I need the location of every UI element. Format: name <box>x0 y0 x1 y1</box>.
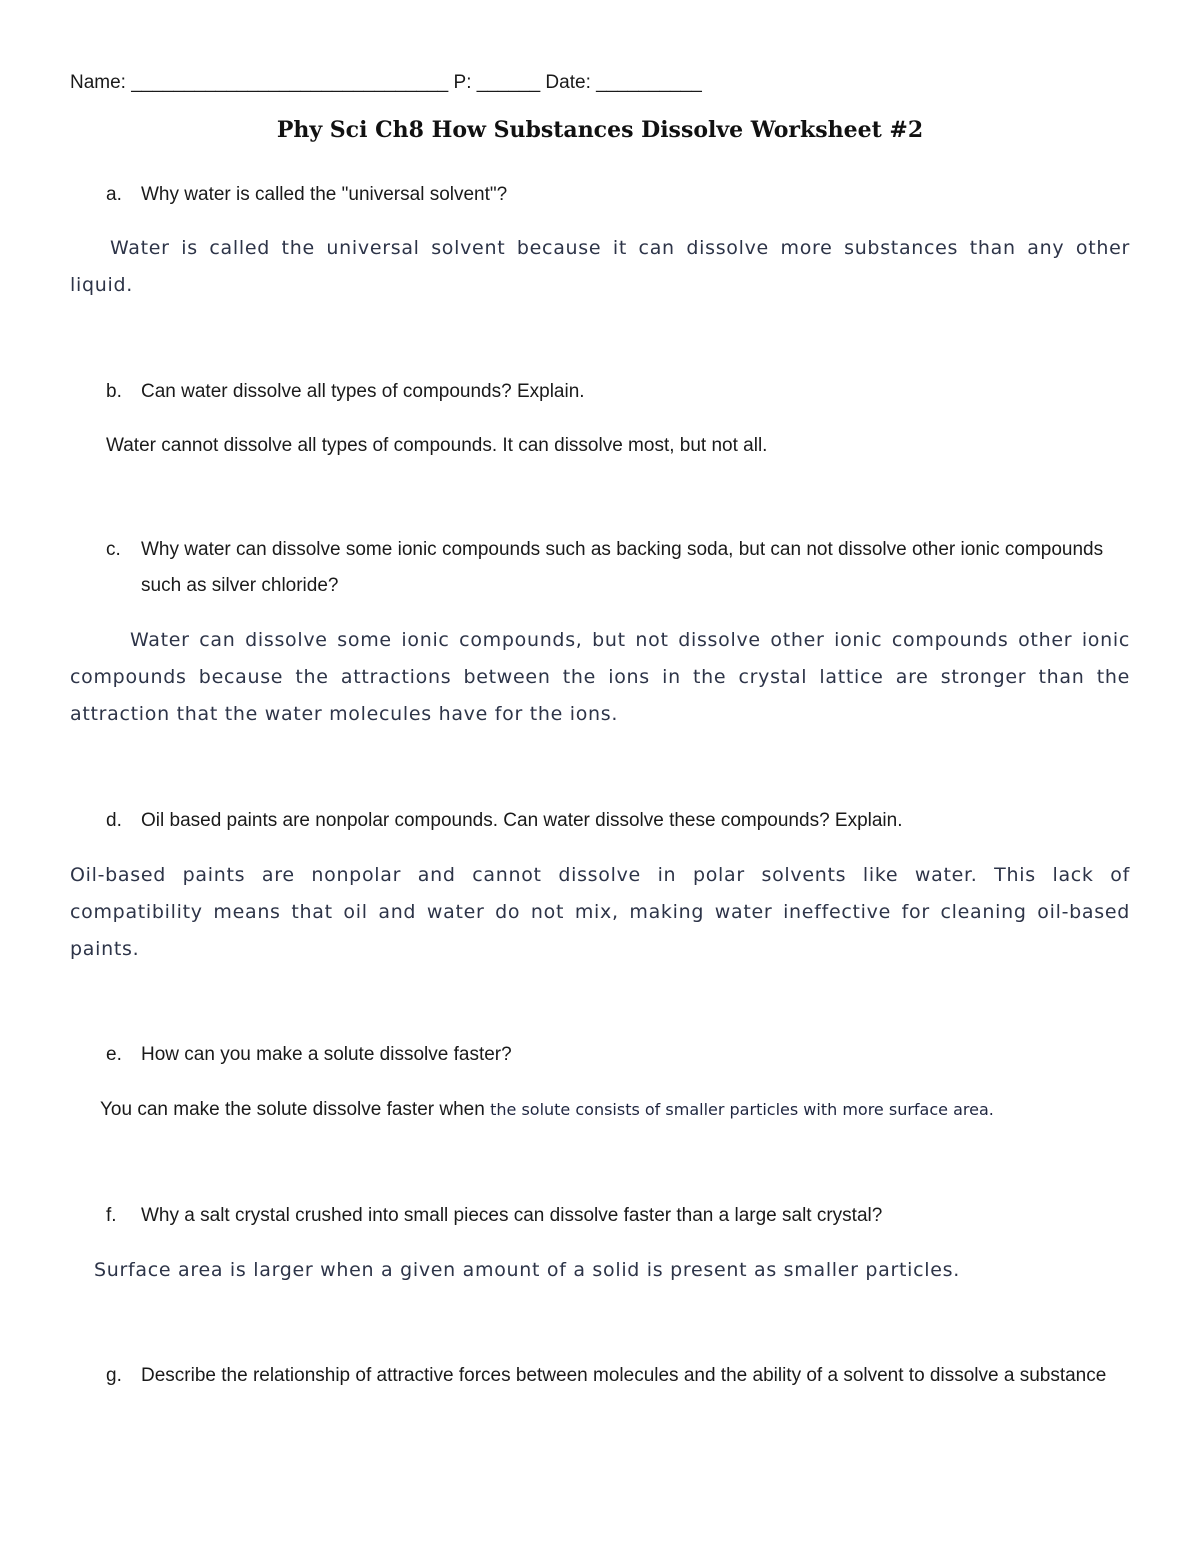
answer-b: Water cannot dissolve all types of compounds. It can dissolve most, but not all. <box>106 435 768 456</box>
answer-e <box>100 1091 1140 1128</box>
answer-f: Surface area is larger when a given amount of a solid is present as smaller particles. <box>94 1259 961 1281</box>
question-e <box>106 1037 1130 1073</box>
question-letter: f. <box>106 1205 117 1226</box>
question-letter: e. <box>106 1044 122 1065</box>
question-b <box>106 374 1130 410</box>
question-text: Can water dissolve all types of compounds? Explain. <box>141 381 585 402</box>
question-letter: b. <box>106 381 122 402</box>
question-letter: d. <box>106 810 122 831</box>
answer-c: Water can dissolve some ionic compounds, but not dissolve other ionic compounds other ionic compounds because the attractions between the ions in the crystal lattice are stronger than the attraction that the water molecules have for the ions. <box>70 629 1130 725</box>
answer-a: Water is called the universal solvent because it can dissolve more substances than any other liquid. <box>70 237 1130 296</box>
question-text: Oil based paints are nonpolar compounds. Can water dissolve these compounds? Explain. <box>141 810 903 831</box>
question-letter: a. <box>106 184 122 205</box>
answer-e-part1: You can make the solute dissolve faster when <box>100 1099 491 1120</box>
question-text: Why a salt crystal crushed into small pieces can dissolve faster than a large salt crystal? <box>141 1205 883 1226</box>
question-f <box>106 1198 1130 1234</box>
answer-d: Oil-based paints are nonpolar and cannot dissolve in polar solvents like water. This lack of compatibility means that oil and water do not mix, making water ineffective for cleaning oil-based paints. <box>70 864 1130 960</box>
name-period-date-line: Name: ______________________________ P: ______ Date: __________ <box>70 72 702 93</box>
question-c <box>106 532 1130 604</box>
answer-e-part2: the solute consists of smaller particles with more surface area. <box>490 1100 994 1119</box>
question-text: Why water can dissolve some ionic compounds such as backing soda, but can not dissolve other ionic compounds such as silver chloride? <box>141 539 1104 596</box>
worksheet-title: Phy Sci Ch8 How Substances Dissolve Worksheet #2 <box>276 117 924 143</box>
question-letter: c. <box>106 539 121 560</box>
question-a <box>106 177 1130 213</box>
question-letter: g. <box>106 1365 122 1386</box>
question-text: Describe the relationship of attractive forces between molecules and the ability of a solvent to dissolve a substance <box>141 1365 1107 1386</box>
question-g <box>106 1358 1130 1394</box>
question-text: Why water is called the "universal solvent"? <box>141 184 508 205</box>
question-d <box>106 803 1130 839</box>
question-text: How can you make a solute dissolve faster? <box>141 1044 512 1065</box>
